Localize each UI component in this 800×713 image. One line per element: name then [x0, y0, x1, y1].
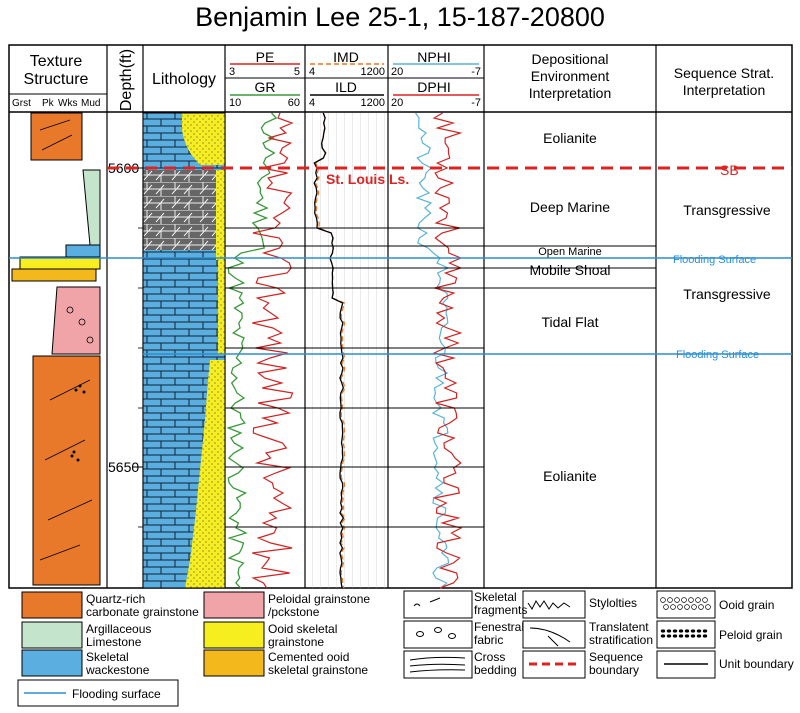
legend-cross-bedding: Cross: [474, 650, 506, 664]
legend-argillaceous: Argillaceous: [86, 622, 152, 636]
flooding-label-2: Flooding Surface: [676, 349, 760, 361]
peloid-symbol: [685, 634, 689, 637]
imd-min: 4: [309, 66, 316, 78]
depth-column: [108, 160, 143, 527]
peloid-symbol: [691, 629, 695, 632]
ooid-symbol: [685, 605, 690, 610]
legend-peloid-grain: Peloid grain: [719, 628, 783, 642]
track2-header: [309, 49, 385, 109]
peloid-symbol: [661, 634, 665, 637]
legend-argillaceous: Limestone: [86, 635, 142, 649]
legend-sequence-boundary: boundary: [589, 663, 640, 677]
legend-cemented-ooid: Cemented ooid: [268, 650, 350, 664]
depth-header: Depth(ft): [118, 48, 135, 112]
peloid-symbol: [667, 629, 671, 632]
legend-ooid-skeletal: grainstone: [268, 635, 325, 649]
ooid-symbol: [664, 605, 669, 610]
peloid-symbol: [691, 634, 695, 637]
dphi-curve: [434, 113, 461, 588]
sb-label: SB: [720, 162, 739, 178]
texture-scale-grst: Grst: [12, 98, 31, 109]
legend-flooding: Flooding surface: [72, 687, 161, 701]
sequence-header-line: Interpretation: [682, 82, 766, 98]
dphi-label: DPHI: [417, 79, 451, 95]
gr-label: GR: [254, 79, 276, 95]
env-deep-marine: Deep Marine: [529, 199, 611, 215]
ooid-symbol: [706, 605, 711, 610]
legend-translatent: stratification: [589, 633, 654, 647]
figure-title: Benjamin Lee 25-1, 15-187-20800: [195, 2, 605, 32]
depositional-header-line: Environment: [530, 68, 610, 84]
legend-quartz-grainstone: Quartz-rich: [86, 592, 146, 606]
pe-min: 3: [229, 66, 236, 78]
texture-scale-pk: Pk: [42, 98, 54, 109]
ooid-symbol: [671, 605, 676, 610]
track3-header: [391, 49, 481, 109]
legend-skeletal-wackestone: wackestone: [86, 663, 150, 677]
dphi-max: -7: [471, 97, 481, 109]
ooid-symbol: [692, 605, 697, 610]
ooid-symbol: [668, 598, 673, 603]
legend-peloidal: Peloidal grainstone: [268, 592, 371, 606]
peloid-symbol: [703, 629, 707, 632]
depositional-header-line: Depositional: [531, 51, 609, 67]
ild-max: 1200: [360, 97, 385, 109]
legend: [18, 590, 794, 706]
legend-ooid-skeletal: Ooid skeletal: [268, 622, 338, 636]
peloid-symbol: [661, 629, 665, 632]
legend-cross-bedding: bedding: [474, 663, 517, 677]
legend-stylolites: Stylolties: [589, 596, 638, 610]
env-eolianite-top: Eolianite: [543, 130, 597, 146]
main-frame: [9, 45, 792, 588]
peloid-symbol: [703, 634, 707, 637]
texture-scale-wks: Wks: [58, 98, 78, 109]
peloid-symbol: [673, 634, 677, 637]
env-eolianite-bot: Eolianite: [543, 468, 597, 484]
ooid-symbol: [689, 598, 694, 603]
nphi-label: NPHI: [417, 49, 451, 65]
legend-fenestral: fabric: [474, 633, 504, 647]
formation-label: St. Louis Ls.: [326, 171, 410, 187]
texture-scale: [12, 98, 100, 109]
gr-min: 10: [229, 97, 242, 109]
peloid-symbol: [697, 634, 701, 637]
ooid-symbol: [696, 598, 701, 603]
imd-label: IMD: [333, 49, 359, 65]
ild-label: ILD: [335, 79, 357, 95]
sequence-header: [674, 65, 774, 98]
nphi-max: -7: [471, 66, 481, 78]
depth-5600: 5600: [108, 160, 140, 176]
legend-sequence-boundary: Sequence: [589, 650, 644, 664]
depth-5650: 5650: [108, 459, 140, 475]
legend-ooid-grain: Ooid grain: [719, 598, 775, 612]
seq-transgressive-lower: Transgressive: [683, 286, 771, 302]
ooid-symbol: [699, 605, 704, 610]
legend-unit-boundary: Unit boundary: [719, 657, 794, 671]
legend-cemented-ooid: skeletal grainstone: [268, 663, 369, 677]
nphi-curve: [416, 113, 449, 588]
legend-skeletal-wackestone: Skeletal: [86, 650, 129, 664]
peloid-symbol: [679, 629, 683, 632]
env-mobile-shoal: Mobile Shoal: [529, 262, 611, 278]
env-open-marine: Open Marine: [538, 246, 602, 258]
ooid-symbol: [661, 598, 666, 603]
depositional-header: [529, 51, 612, 101]
texture-header-line2: Structure: [23, 71, 89, 88]
legend-peloidal: /pckstone: [268, 605, 320, 619]
sequence-header-line: Sequence Strat.: [673, 65, 775, 81]
dphi-min: 20: [391, 97, 404, 109]
ooid-symbol: [675, 598, 680, 603]
flooding-label-1: Flooding Surface: [673, 254, 757, 266]
gr-max: 60: [287, 97, 300, 109]
legend-skeletal-fragments: Skeletal: [474, 590, 517, 604]
track1-header: [229, 49, 300, 109]
texture-column: [12, 113, 100, 585]
pe-max: 5: [293, 66, 300, 78]
legend-fenestral: Fenestral: [474, 620, 525, 634]
lithology-header: Lithology: [151, 71, 217, 88]
pe-label: PE: [255, 49, 275, 65]
texture-scale-mud: Mud: [81, 98, 101, 109]
peloid-symbol: [667, 634, 671, 637]
depositional-header-line: Interpretation: [528, 85, 612, 101]
ooid-symbol: [703, 598, 708, 603]
texture-header-line1: Texture: [29, 53, 83, 70]
lithology-column: [143, 113, 225, 588]
ooid-symbol: [678, 605, 683, 610]
imd-max: 1200: [360, 66, 385, 78]
peloid-symbol: [685, 629, 689, 632]
peloid-symbol: [673, 629, 677, 632]
legend-quartz-grainstone: carbonate grainstone: [86, 605, 199, 619]
ooid-symbol: [682, 598, 687, 603]
peloid-symbol: [697, 629, 701, 632]
ild-min: 4: [309, 97, 316, 109]
legend-translatent: Translatent: [589, 620, 649, 634]
nphi-min: 20: [391, 66, 404, 78]
peloid-symbol: [679, 634, 683, 637]
legend-skeletal-fragments: fragments: [474, 603, 528, 617]
env-tidal-flat: Tidal Flat: [541, 314, 599, 330]
seq-transgressive-upper: Transgressive: [683, 202, 771, 218]
